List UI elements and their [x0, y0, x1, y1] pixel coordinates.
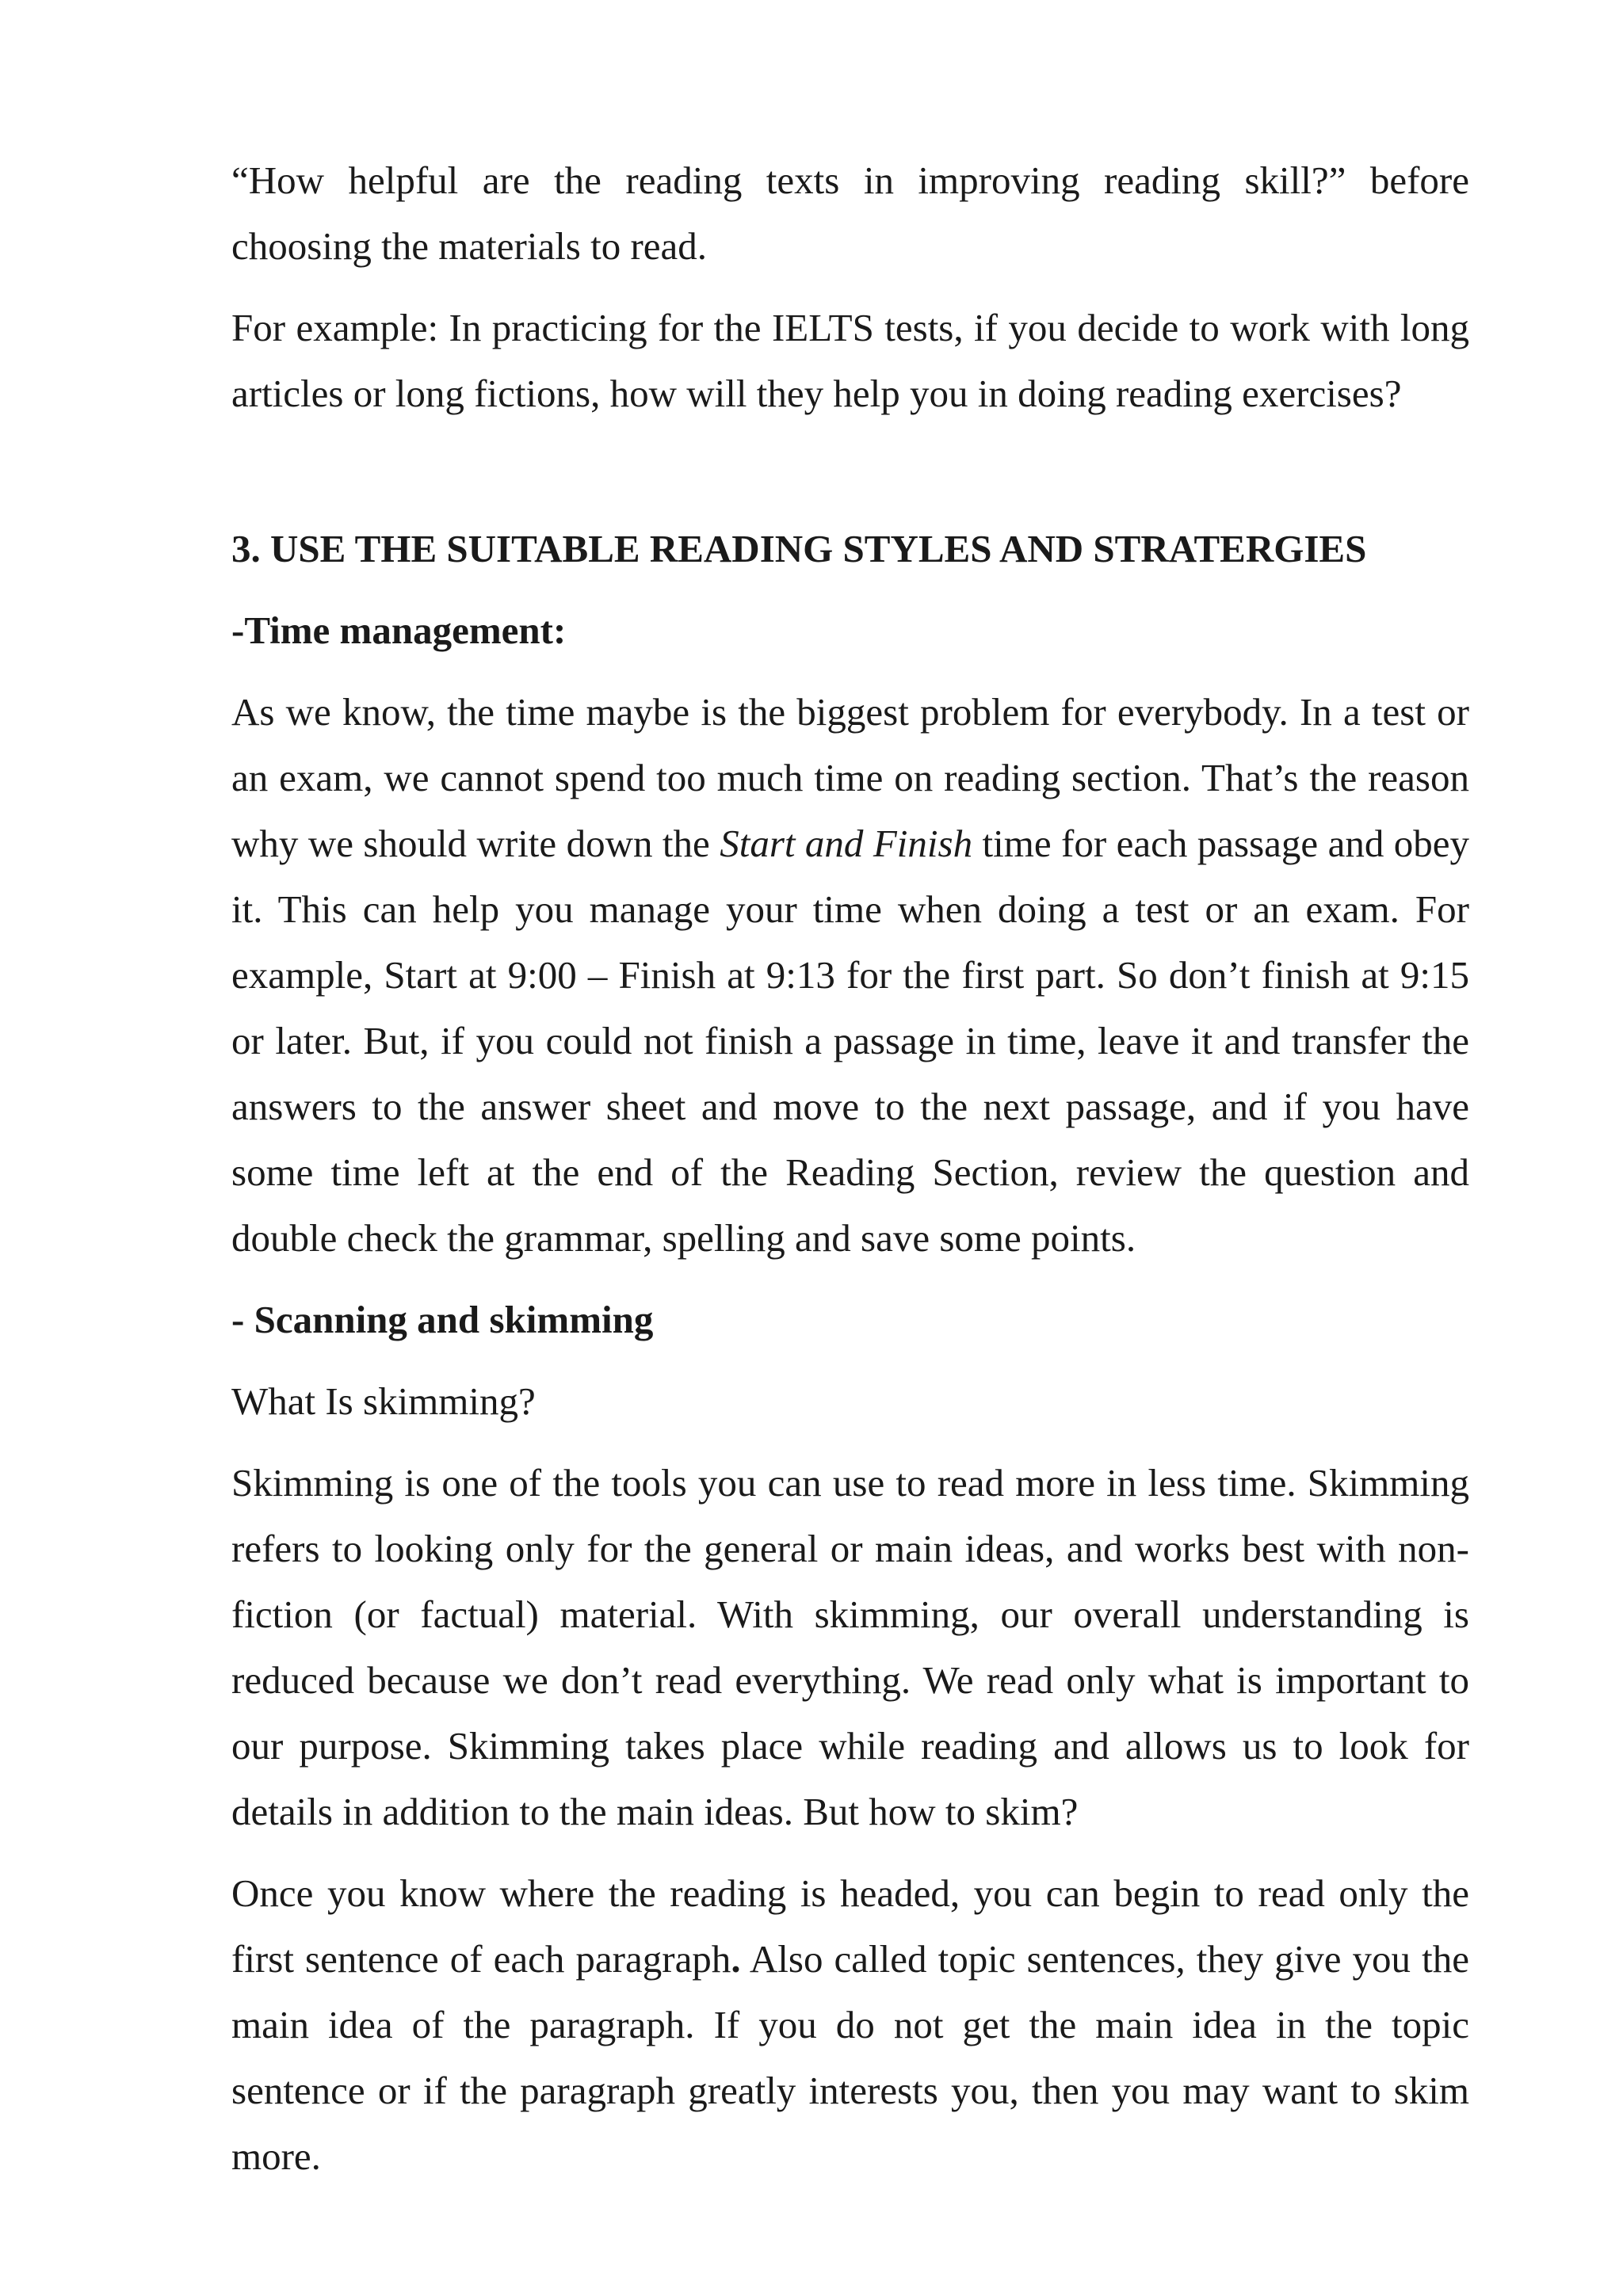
time-text-italic: Start and Finish: [720, 822, 973, 865]
paragraph-intro: “How helpful are the reading texts in improving reading skill?” before choosing the materials to read.: [231, 158, 1469, 268]
paragraph-once: [231, 1860, 1469, 2189]
once-italic-comma: ,: [1175, 1937, 1186, 1981]
once-text-1: Once you know where the reading is headed, you can begin to read only the first sentence of each paragraph: [231, 1871, 1469, 1981]
section-heading: 3. USE THE SUITABLE READING STYLES AND STRATERGIES: [231, 527, 1367, 570]
time-text-2: time for each passage and obey it. This can help you manage your time when doing a test or an exam. For example, Start at 9:00 – Finish at 9:13 for the first part. So don’t finish at 9:15 or later. But, if you could not finish a passage in time, leave it and transfer the answers to the answer sheet and move to the next passage, and if you have some time left at the end of the Reading Section, review the question and double check the grammar, spelling and save some points.: [231, 822, 1470, 1260]
once-text-2: Also called topic sentences: [740, 1937, 1176, 1981]
paragraph-skimming: Skimming is one of the tools you can use to read more in less time. Skimming refers to looking only for the general or main ideas, and works best with non-fiction (or factual) material. With skimming, our overall understanding is reduced because we don’t read everything. We read only what is important to our purpose. Skimming takes place while reading and allows us to look for details in addition to the main ideas. But how to skim?: [231, 1461, 1469, 1833]
time-text-1: As we know, the time maybe is the biggest problem for everybody. In a test or an exam, we cannot spend too much time on reading section. That’s the reason why we should write down the: [231, 690, 1469, 865]
paragraph-skim-question: What Is skimming?: [231, 1379, 536, 1423]
paragraph-time-management: [231, 679, 1469, 1271]
subheading-scanning-skimming: - Scanning and skimming: [231, 1298, 654, 1341]
once-text-3: they give you the main idea of the paragraph. If you do not get the main idea in the topic sentence or if the paragraph greatly interests you, then you may want to skim more.: [231, 1937, 1469, 2178]
once-bold-period: .: [731, 1937, 741, 1981]
paragraph-example: For example: In practicing for the IELTS tests, if you decide to work with long articles or long fictions, how will they help you in doing reading exercises?: [231, 306, 1469, 415]
subheading-time-management: -Time management:: [231, 608, 567, 652]
document-body: [231, 147, 1469, 2189]
